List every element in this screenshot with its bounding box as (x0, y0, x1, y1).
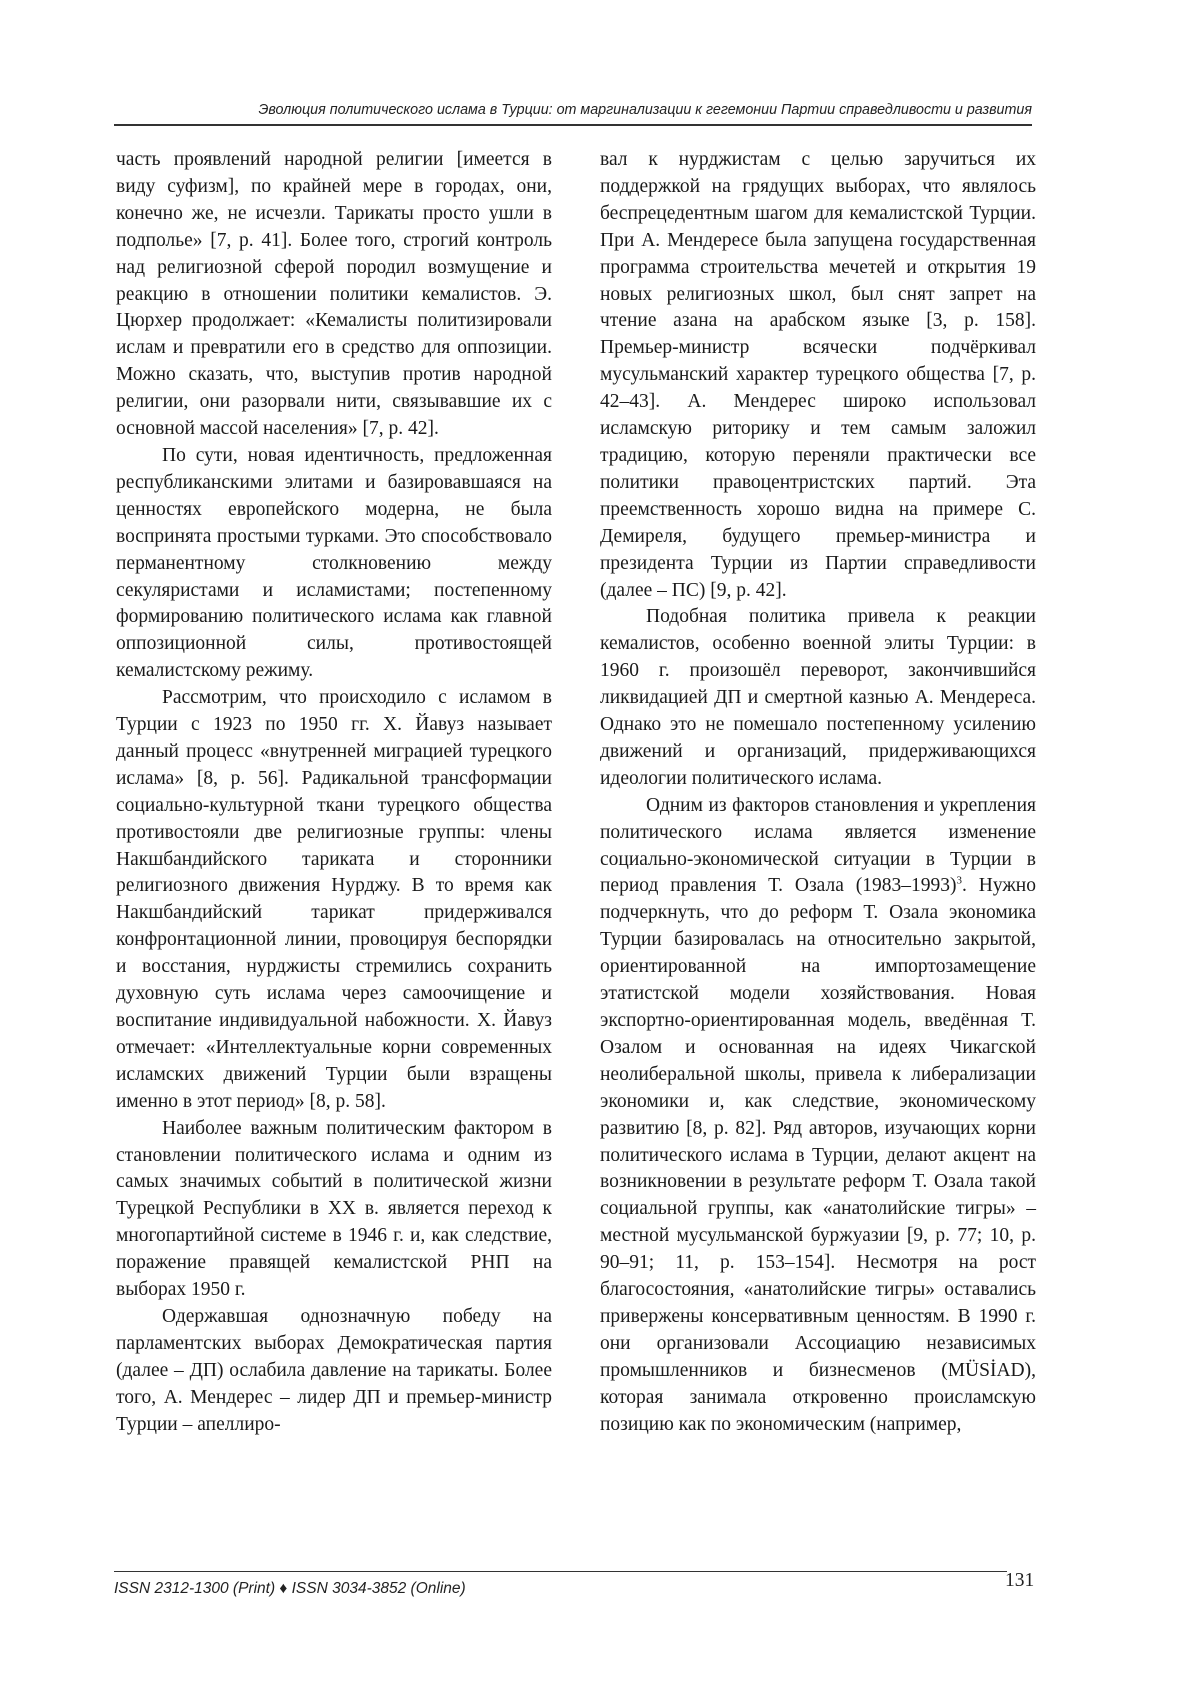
paragraph: вал к нурджистам с целью заручиться их поддержкой на грядущих выборах, что являлось беспрецедентным шагом для кемалистской Турции. При А. Мендересе была запущена государственная программа строительства мечетей и открытия 19 новых религиозных школ, был снят запрет на чтение азана на арабском языке [3, p. 158]. Премьер-министр всячески подчёркивал мусульманский характер турецкого общества [7, p. 42–43]. А. Мендерес широко использовал исламскую риторику и тем самым заложил традицию, которую переняли практически все политики правоцентристских партий. Эта преемственность хорошо видна на примере С. Демиреля, будущего премьер-министра и президента Турции из Партии справедливости (далее – ПС) [9, p. 42]. (600, 149, 1036, 601)
paragraph: Подобная политика привела к реакции кемалистов, особенно военной элиты Турции: в 1960 г. произошёл переворот, закончившийся ликвидацией ДП и смертной казнью А. Мендереса. Однако это не помешало постепенному усилению движений и организаций, придерживающихся идеологии политического ислама. (600, 606, 1036, 789)
right-column (600, 147, 1036, 1439)
paragraph: По сути, новая идентичность, предложенная республиканскими элитами и базировавшаяся на ценностях европейского модерна, не была воспринята простыми турками. Это способствовало перманентному столкновению между секуляристами и исламистами; постепенному формированию политического ислама как главной оппозиционной силы, противостоящей кемалистскому режиму. (116, 444, 552, 682)
header-rule (114, 124, 1032, 126)
running-header-title: Эволюция политического ислама в Турции: от маргинализации к гегемонии Партии справедливости и развития (258, 102, 1032, 118)
left-column (116, 147, 552, 1439)
footer-rule (114, 1571, 1007, 1572)
page-number: 131 (1005, 1570, 1035, 1591)
paragraph: Одержавшая однозначную победу на парламентских выборах Демократическая партия (далее – ДП) ослабила давление на тарикаты. Более того, А. Мендерес – лидер ДП и премьер-министр Турции – апеллиро- (116, 1305, 552, 1435)
footnote-reference[interactable]: 3 (956, 874, 962, 887)
paragraph-text-continued: . Нужно подчеркнуть, что до реформ Т. Озала экономика Турции базировалась на относительно закрытой, ориентированной на импортозамещение этатистской модели хозяйствования. Новая экспортно-ориентированная модель, введённая Т. Озалом и основанная на идеях Чикагской неолиберальной школы, привела к либерализации экономики и, как следствие, экономическому развитию [8, p. 82]. Ряд авторов, изучающих корни политического ислама в Турции, делают акцент на возникновении в результате реформ Т. Озала такой социальной группы, как «анатолийские тигры» – местной мусульманской буржуазии [9, p. 77; 10, p. 90–91; 11, p. 153–154]. Несмотря на рост благосостояния, «анатолийские тигры» оставались привержены консервативным ценностям. В 1990 г. они организовали Ассоциацию независимых промышленников и бизнесменов (MÜSİAD), которая занимала откровенно происламскую позицию как по экономическим (например, (600, 875, 1036, 1435)
issn-line: ISSN 2312-1300 (Print) ♦ ISSN 3034-3852 (Online) (114, 1580, 466, 1597)
paragraph (600, 793, 1036, 1439)
paragraph-text: Одним из факторов становления и укрепления политического ислама является изменение социально-экономической ситуации в Турции в период правления Т. Озала (1983–1993) (600, 794, 1036, 897)
paragraph: часть проявлений народной религии [имеется в виду суфизм], по крайней мере в городах, они, конечно же, не исчезли. Тарикаты просто ушли в подполье» [7, p. 41]. Более того, строгий контроль над религиозной сферой породил возмущение и реакцию в отношении политики кемалистов. Э. Цюрхер продолжает: «Кемалисты политизировали ислам и превратили его в средство для оппозиции. Можно сказать, что, выступив против народной религии, они разорвали нити, связывавшие их с основной массой населения» [7, p. 42]. (116, 149, 552, 440)
paragraph: Наиболее важным политическим фактором в становлении политического ислама и одним из самых значимых событий в политической жизни Турецкой Республики в XX в. является переход к многопартийной системе в 1946 г. и, как следствие, поражение правящей кемалистской РНП на выборах 1950 г. (116, 1117, 552, 1301)
paragraph: Рассмотрим, что происходило с исламом в Турции с 1923 по 1950 гг. Х. Йавуз называет данный процесс «внутренней миграцией турецкого ислама» [8, p. 56]. Радикальной трансформации социально-культурной ткани турецкого общества противостояли две религиозные группы: члены Накшбандийского тариката и сторонники религиозного движения Нурджу. В то время как Накшбандийский тарикат придерживался конфронтационной линии, провоцируя беспорядки и восстания, нурджисты стремились сохранить духовную суть ислама через самоочищение и воспитание индивидуальной набожности. Х. Йавуз отмечает: «Интеллектуальные корни современных исламских движений Турции были взращены именно в этот период» [8, p. 58]. (116, 687, 552, 1112)
